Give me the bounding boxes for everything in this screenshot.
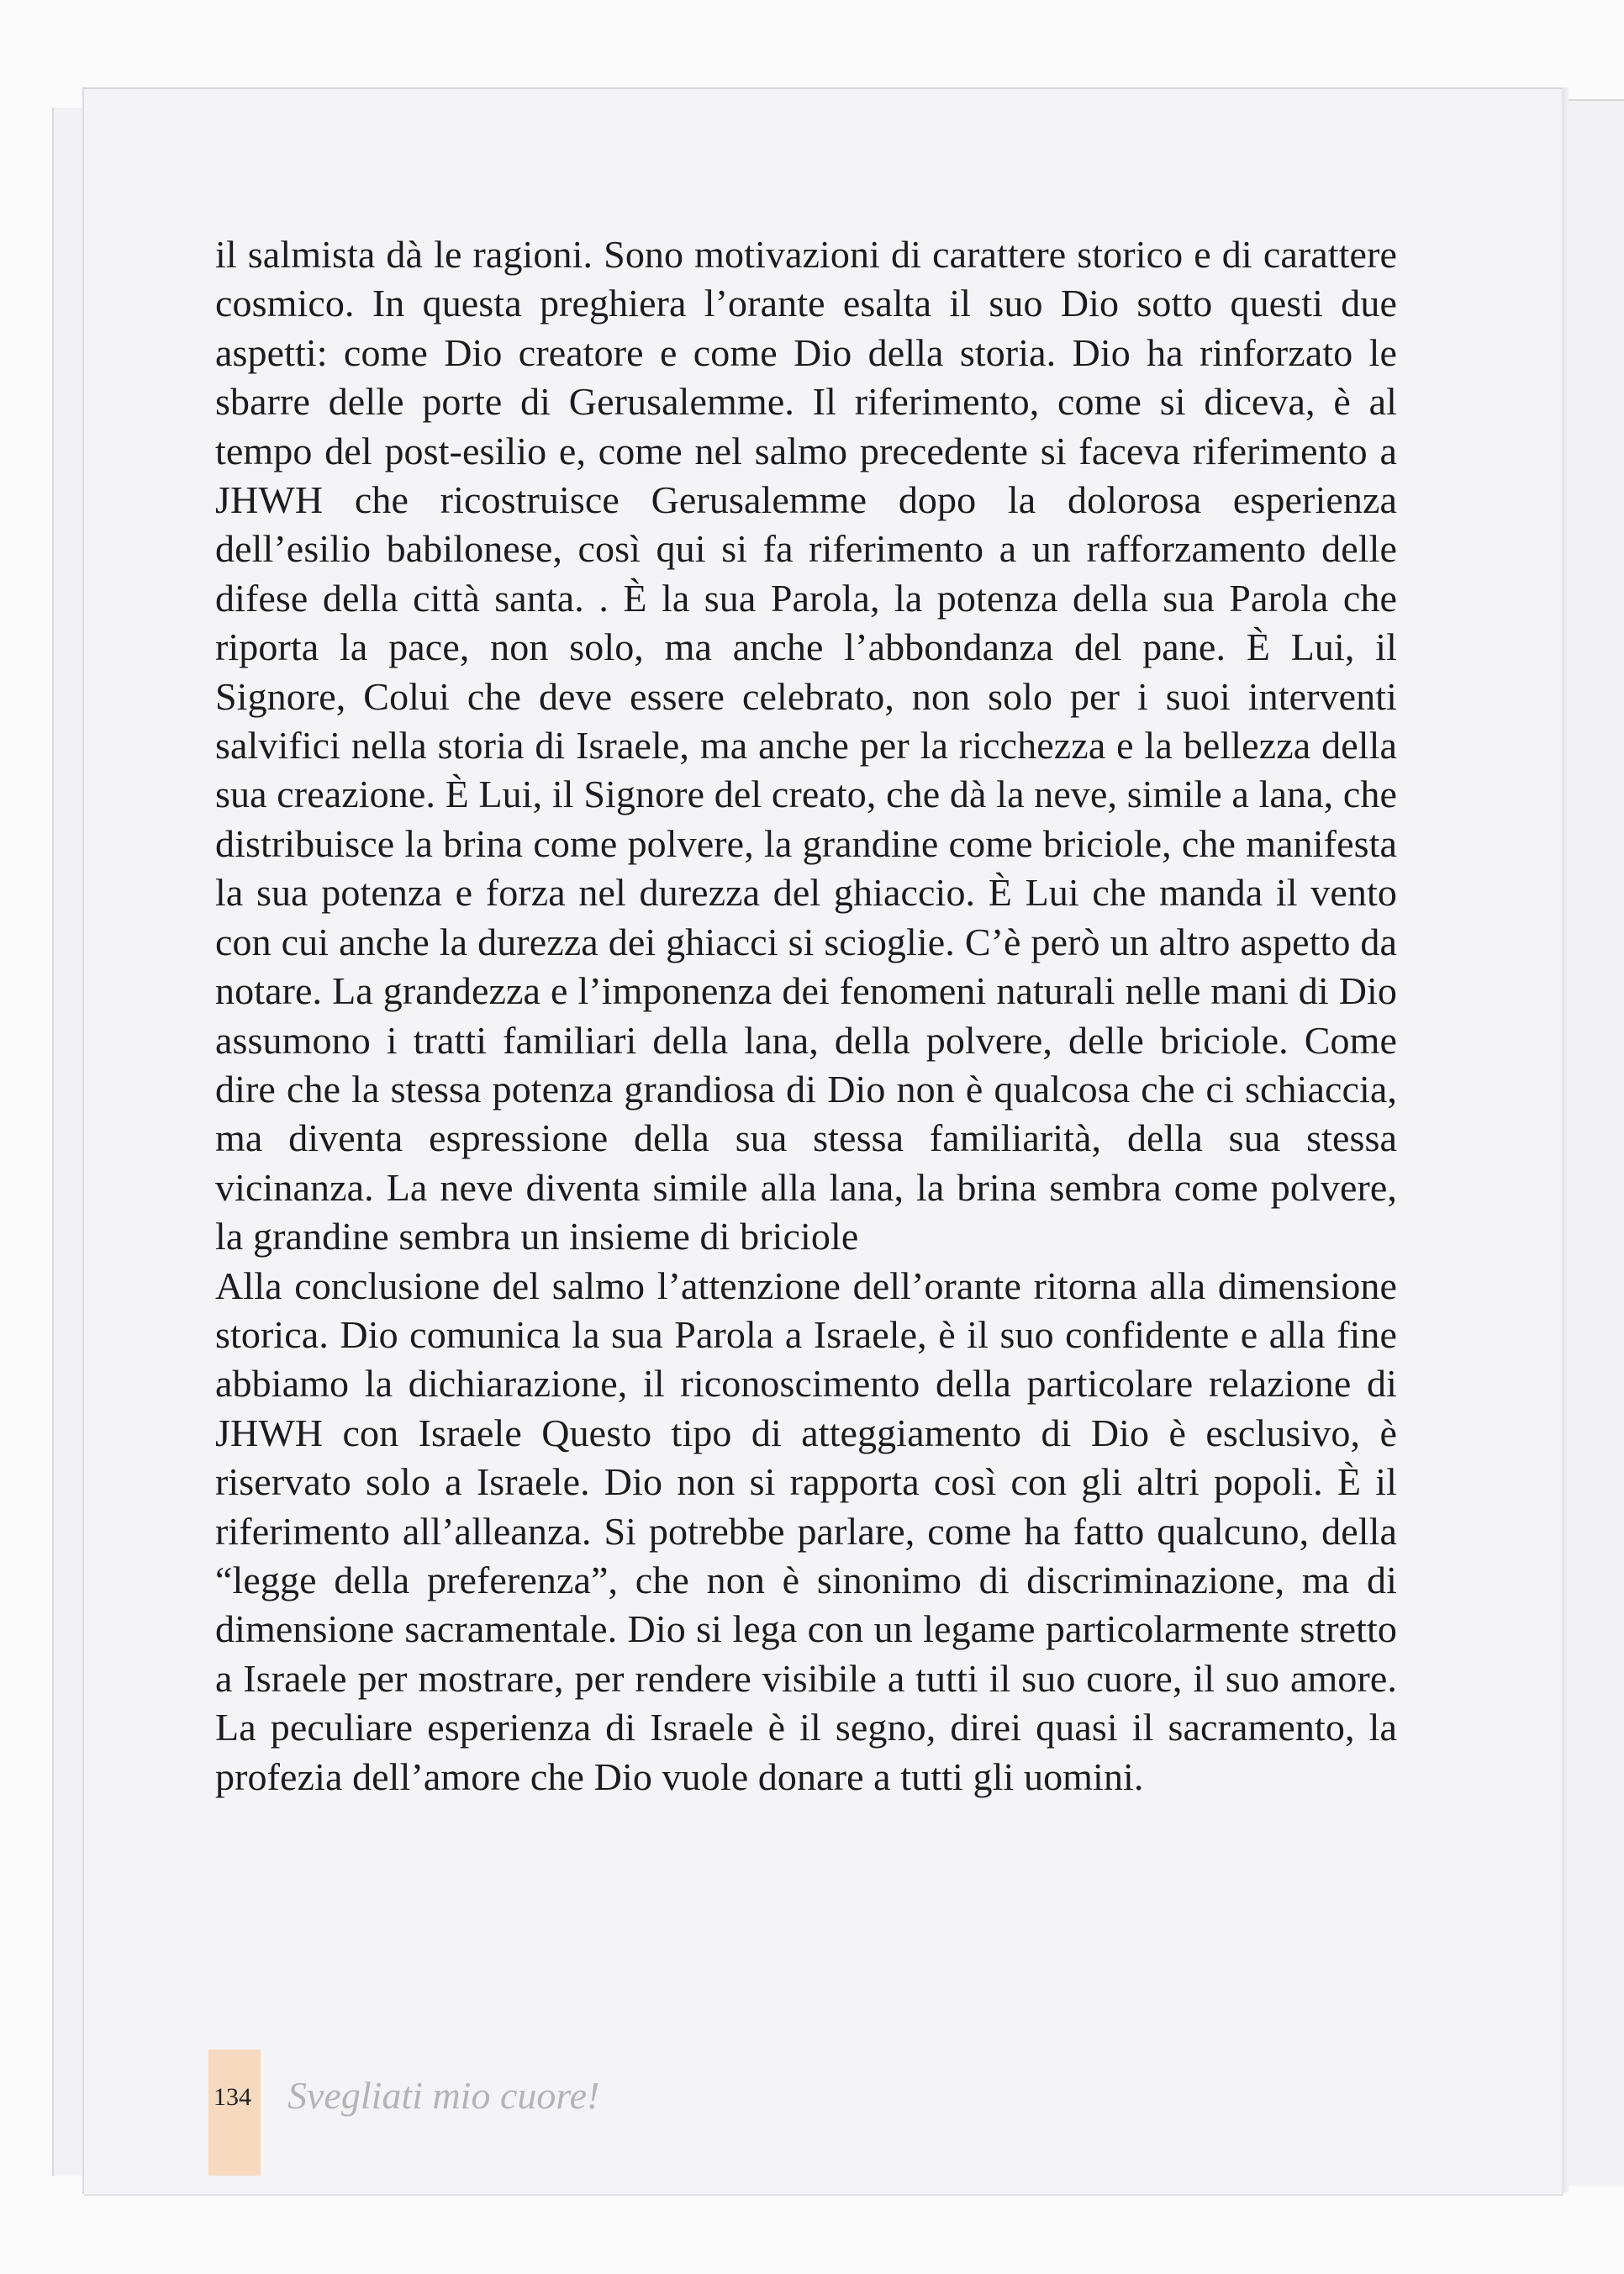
page-footer (208, 2050, 713, 2176)
page-body-text (215, 230, 1397, 1802)
facing-page-edge (1569, 99, 1624, 2186)
running-title: Svegliati mio cuore! (287, 2074, 600, 2117)
page-number: 134 (214, 2083, 251, 2111)
page-number-tab (208, 2050, 261, 2176)
paragraph-2: Alla conclusione del salmo l’attenzione dell’orante ritorna alla dimensione storica. Dio comunica la sua Parola a Israele, è il suo confidente e alla fine abbiamo la dichiarazione, il riconoscimento della particolare relazione di JHWH con Israele Questo tipo di atteggiamento di Dio è esclusivo, è riservato solo a Israele. Dio non si rapporta così con gli altri popoli. È il riferimento all’alleanza. Si potrebbe parlare, come ha fatto qualcuno, della “legge della preferenza”, che non è sinonimo di discriminazione, ma di dimensione sacramentale. Dio si lega con un legame particolarmente stretto a Israele per mostrare, per rendere visibile a tutti il suo cuore, il suo amore. La peculiare esperienza di Israele è il segno, direi quasi il sacramento, la profezia dell’amore che Dio vuole donare a tutti gli uomini. (215, 1264, 1397, 1798)
paragraph-1: il salmista dà le ragioni. Sono motivazioni di carattere storico e di carattere cosmico. In questa preghiera l’orante esalta il suo Dio sotto questi due aspetti: come Dio creatore e come Dio della storia. Dio ha rinforzato le sbarre delle porte di Gerusalemme. Il riferimento, come si diceva, è al tempo del post-esilio e, come nel salmo precedente si faceva riferimento a JHWH che ricostruisce Gerusalemme dopo la dolorosa esperienza dell’esilio babilonese, così qui si fa riferimento a un rafforzamento delle difese della città santa. . È la sua Parola, la potenza della sua Parola che riporta la pace, non solo, ma anche l’abbondanza del pane. È Lui, il Signore, Colui che deve essere celebrato, non solo per i suoi interventi salvifici nella storia di Israele, ma anche per la ricchezza e la bellezza della sua creazione. È Lui, il Signore del creato, che dà la neve, simile a lana, che distribuisce la brina come polvere, la grandine come briciole, che manifesta la sua potenza e forza nel durezza del ghiaccio. È Lui che manda il vento con cui anche la durezza dei ghiacci si scioglie. C’è però un altro aspetto da notare. La grandezza e l’imponenza dei fenomeni naturali nelle mani di Dio assumono i tratti familiari della lana, della polvere, delle briciole. Come dire che la stessa potenza grandiosa di Dio non è qualcosa che ci schiaccia, ma diventa espressione della sua stessa familiarità, della sua stessa vicinanza. La neve diventa simile alla lana, la brina sembra come polvere, la grandine sembra un insieme di briciole (215, 233, 1397, 1258)
